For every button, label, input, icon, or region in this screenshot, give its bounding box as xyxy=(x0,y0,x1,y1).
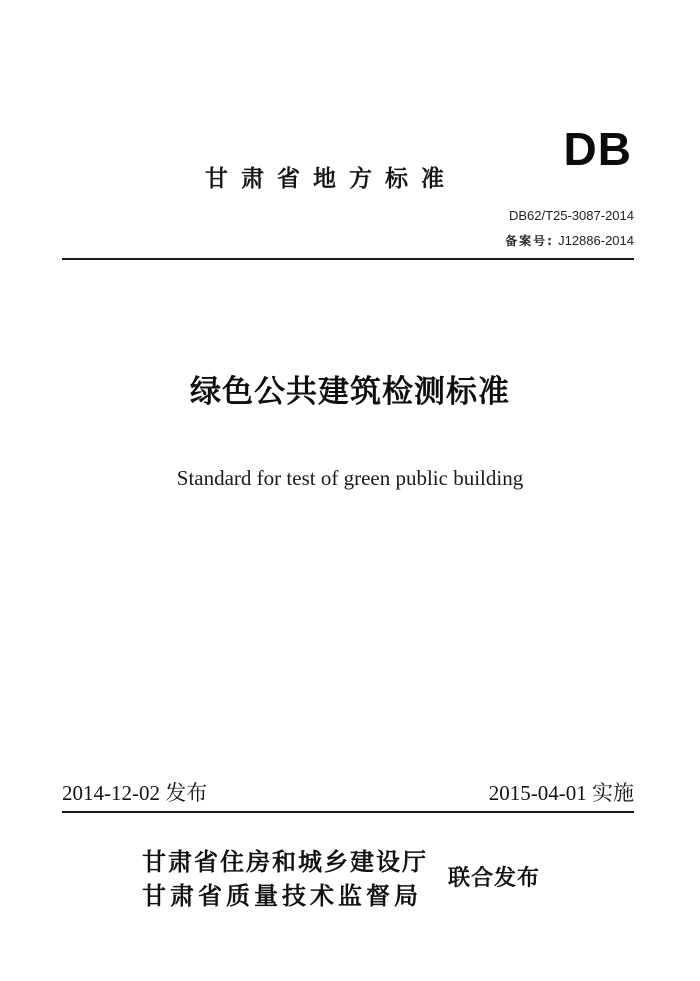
joint-issue-label: 联合发布 xyxy=(448,866,541,891)
implementation-date: 2015-04-01 实施 xyxy=(488,781,634,805)
record-number-line xyxy=(505,232,634,249)
standard-code: DB62/T25-3087-2014 xyxy=(508,208,634,223)
db-mark: DB xyxy=(563,123,632,175)
issuer-housing-department: 甘肃省住房和城乡建设厅 xyxy=(142,848,428,876)
header-divider xyxy=(62,258,634,260)
issuer-quality-bureau: 甘肃省质量技术监督局 xyxy=(142,882,422,910)
document-title-chinese: 绿色公共建筑检测标准 xyxy=(190,374,510,410)
issue-date: 2014-12-02 发布 xyxy=(62,781,208,805)
footer-divider xyxy=(62,811,634,813)
document-title-english: Standard for test of green public building xyxy=(176,466,524,490)
record-label: 备案号: xyxy=(505,234,554,248)
standard-type: 甘肃省地方标准 xyxy=(205,166,457,192)
record-number: J12886-2014 xyxy=(558,233,634,248)
